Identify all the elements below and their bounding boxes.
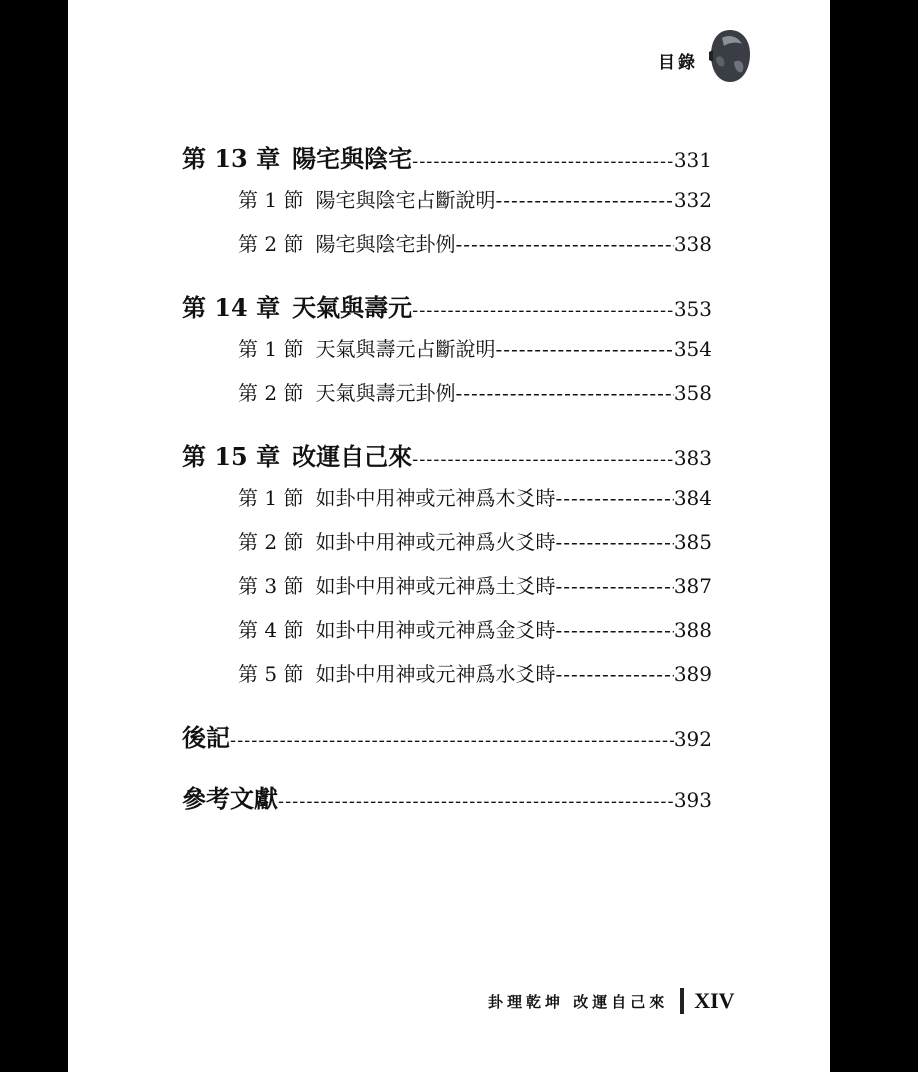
toc-page-number: 358 (673, 381, 712, 405)
toc-entry-title (182, 289, 412, 327)
toc-section-entry[interactable] (182, 652, 712, 696)
toc-entry-number: 第 2 節 (238, 530, 304, 554)
toc-entry-label: 陽宅與陰宅占斷說明 (315, 188, 496, 212)
toc-entry-title (182, 140, 412, 178)
toc-entry-title (238, 564, 555, 608)
toc-entry-number: 第 2 節 (238, 381, 304, 405)
footer-divider (680, 988, 684, 1014)
toc-entry-label: 如卦中用神或元神爲火爻時 (315, 530, 556, 554)
table-of-contents (182, 140, 712, 818)
toc-leader-dashes (455, 371, 673, 415)
toc-page-number: 353 (673, 297, 712, 321)
toc-page-number: 387 (673, 574, 712, 598)
toc-section-entry[interactable] (182, 520, 712, 564)
toc-chapter-entry[interactable] (182, 140, 712, 178)
toc-section-entry[interactable] (182, 564, 712, 608)
toc-page-number: 332 (673, 188, 712, 212)
toc-leader-dashes (412, 441, 674, 476)
toc-section-entry[interactable] (182, 608, 712, 652)
toc-page-number: 393 (673, 788, 712, 812)
toc-entry-label: 陽宅與陰宅 (292, 144, 413, 173)
toc-entry-title (238, 476, 555, 520)
toc-entry-number: 第 13 章 (182, 144, 281, 173)
toc-section-entry[interactable] (182, 476, 712, 520)
toc-page-number: 388 (673, 618, 712, 642)
toc-entry-label: 如卦中用神或元神爲木爻時 (315, 486, 556, 510)
toc-entry-title (182, 780, 278, 818)
toc-entry-number: 第 1 節 (238, 337, 304, 361)
toc-entry-label: 參考文獻 (182, 784, 278, 813)
toc-leader-dashes (230, 722, 674, 757)
toc-leader-dashes (278, 783, 674, 818)
stone-ornament-icon (708, 28, 752, 84)
toc-entry-label: 陽宅與陰宅卦例 (315, 232, 456, 256)
toc-entry-number: 第 1 節 (238, 188, 304, 212)
toc-entry-number: 第 5 節 (238, 662, 304, 686)
toc-page-number: 383 (673, 446, 712, 470)
toc-leader-dashes (455, 222, 673, 266)
toc-page-number: 384 (673, 486, 712, 510)
toc-leader-dashes (495, 178, 673, 222)
toc-entry-label: 天氣與壽元 (292, 293, 413, 322)
toc-page-number: 331 (673, 148, 712, 172)
running-header-title: 目錄 (658, 53, 698, 73)
toc-page-number: 354 (673, 337, 712, 361)
toc-entry-label: 天氣與壽元卦例 (315, 381, 456, 405)
toc-entry-number: 第 1 節 (238, 486, 304, 510)
toc-section-entry[interactable] (182, 222, 712, 266)
toc-section-entry[interactable] (182, 178, 712, 222)
toc-entry-number: 第 3 節 (238, 574, 304, 598)
page-footer (488, 988, 735, 1014)
toc-leader-dashes (555, 564, 673, 608)
toc-entry-title (238, 652, 555, 696)
footer-page-number: XIV (694, 988, 735, 1013)
toc-chapter-entry[interactable] (182, 438, 712, 476)
toc-entry-title (238, 608, 555, 652)
footer-book-title: 卦理乾坤 改運自己來 (488, 992, 669, 1011)
toc-page-number: 392 (673, 727, 712, 751)
toc-entry-label: 改運自己來 (292, 442, 413, 471)
toc-chapter-entry[interactable] (182, 719, 712, 757)
toc-entry-title (182, 438, 412, 476)
toc-leader-dashes (555, 652, 673, 696)
toc-page-number: 389 (673, 662, 712, 686)
toc-leader-dashes (555, 608, 673, 652)
toc-entry-title (238, 520, 555, 564)
book-page (68, 0, 830, 1072)
toc-section-entry[interactable] (182, 371, 712, 415)
toc-spacer (182, 757, 712, 780)
toc-spacer (182, 415, 712, 438)
toc-chapter-entry[interactable] (182, 780, 712, 818)
toc-leader-dashes (555, 476, 673, 520)
toc-entry-title (238, 371, 455, 415)
toc-leader-dashes (412, 292, 674, 327)
toc-entry-title (238, 327, 495, 371)
toc-entry-label: 如卦中用神或元神爲金爻時 (315, 618, 556, 642)
toc-entry-title (238, 178, 495, 222)
toc-leader-dashes (555, 520, 673, 564)
toc-entry-label: 如卦中用神或元神爲土爻時 (315, 574, 556, 598)
toc-entry-number: 第 4 節 (238, 618, 304, 642)
toc-entry-label: 天氣與壽元占斷說明 (315, 337, 496, 361)
toc-entry-number: 第 15 章 (182, 442, 281, 471)
toc-page-number: 385 (673, 530, 712, 554)
toc-leader-dashes (412, 143, 674, 178)
toc-spacer (182, 696, 712, 719)
toc-entry-label: 如卦中用神或元神爲水爻時 (315, 662, 556, 686)
toc-entry-label: 後記 (182, 723, 230, 752)
toc-section-entry[interactable] (182, 327, 712, 371)
toc-entry-title (238, 222, 455, 266)
toc-entry-number: 第 14 章 (182, 293, 281, 322)
toc-entry-title (182, 719, 230, 757)
toc-entry-number: 第 2 節 (238, 232, 304, 256)
toc-page-number: 338 (673, 232, 712, 256)
toc-chapter-entry[interactable] (182, 289, 712, 327)
toc-spacer (182, 266, 712, 289)
toc-leader-dashes (495, 327, 673, 371)
